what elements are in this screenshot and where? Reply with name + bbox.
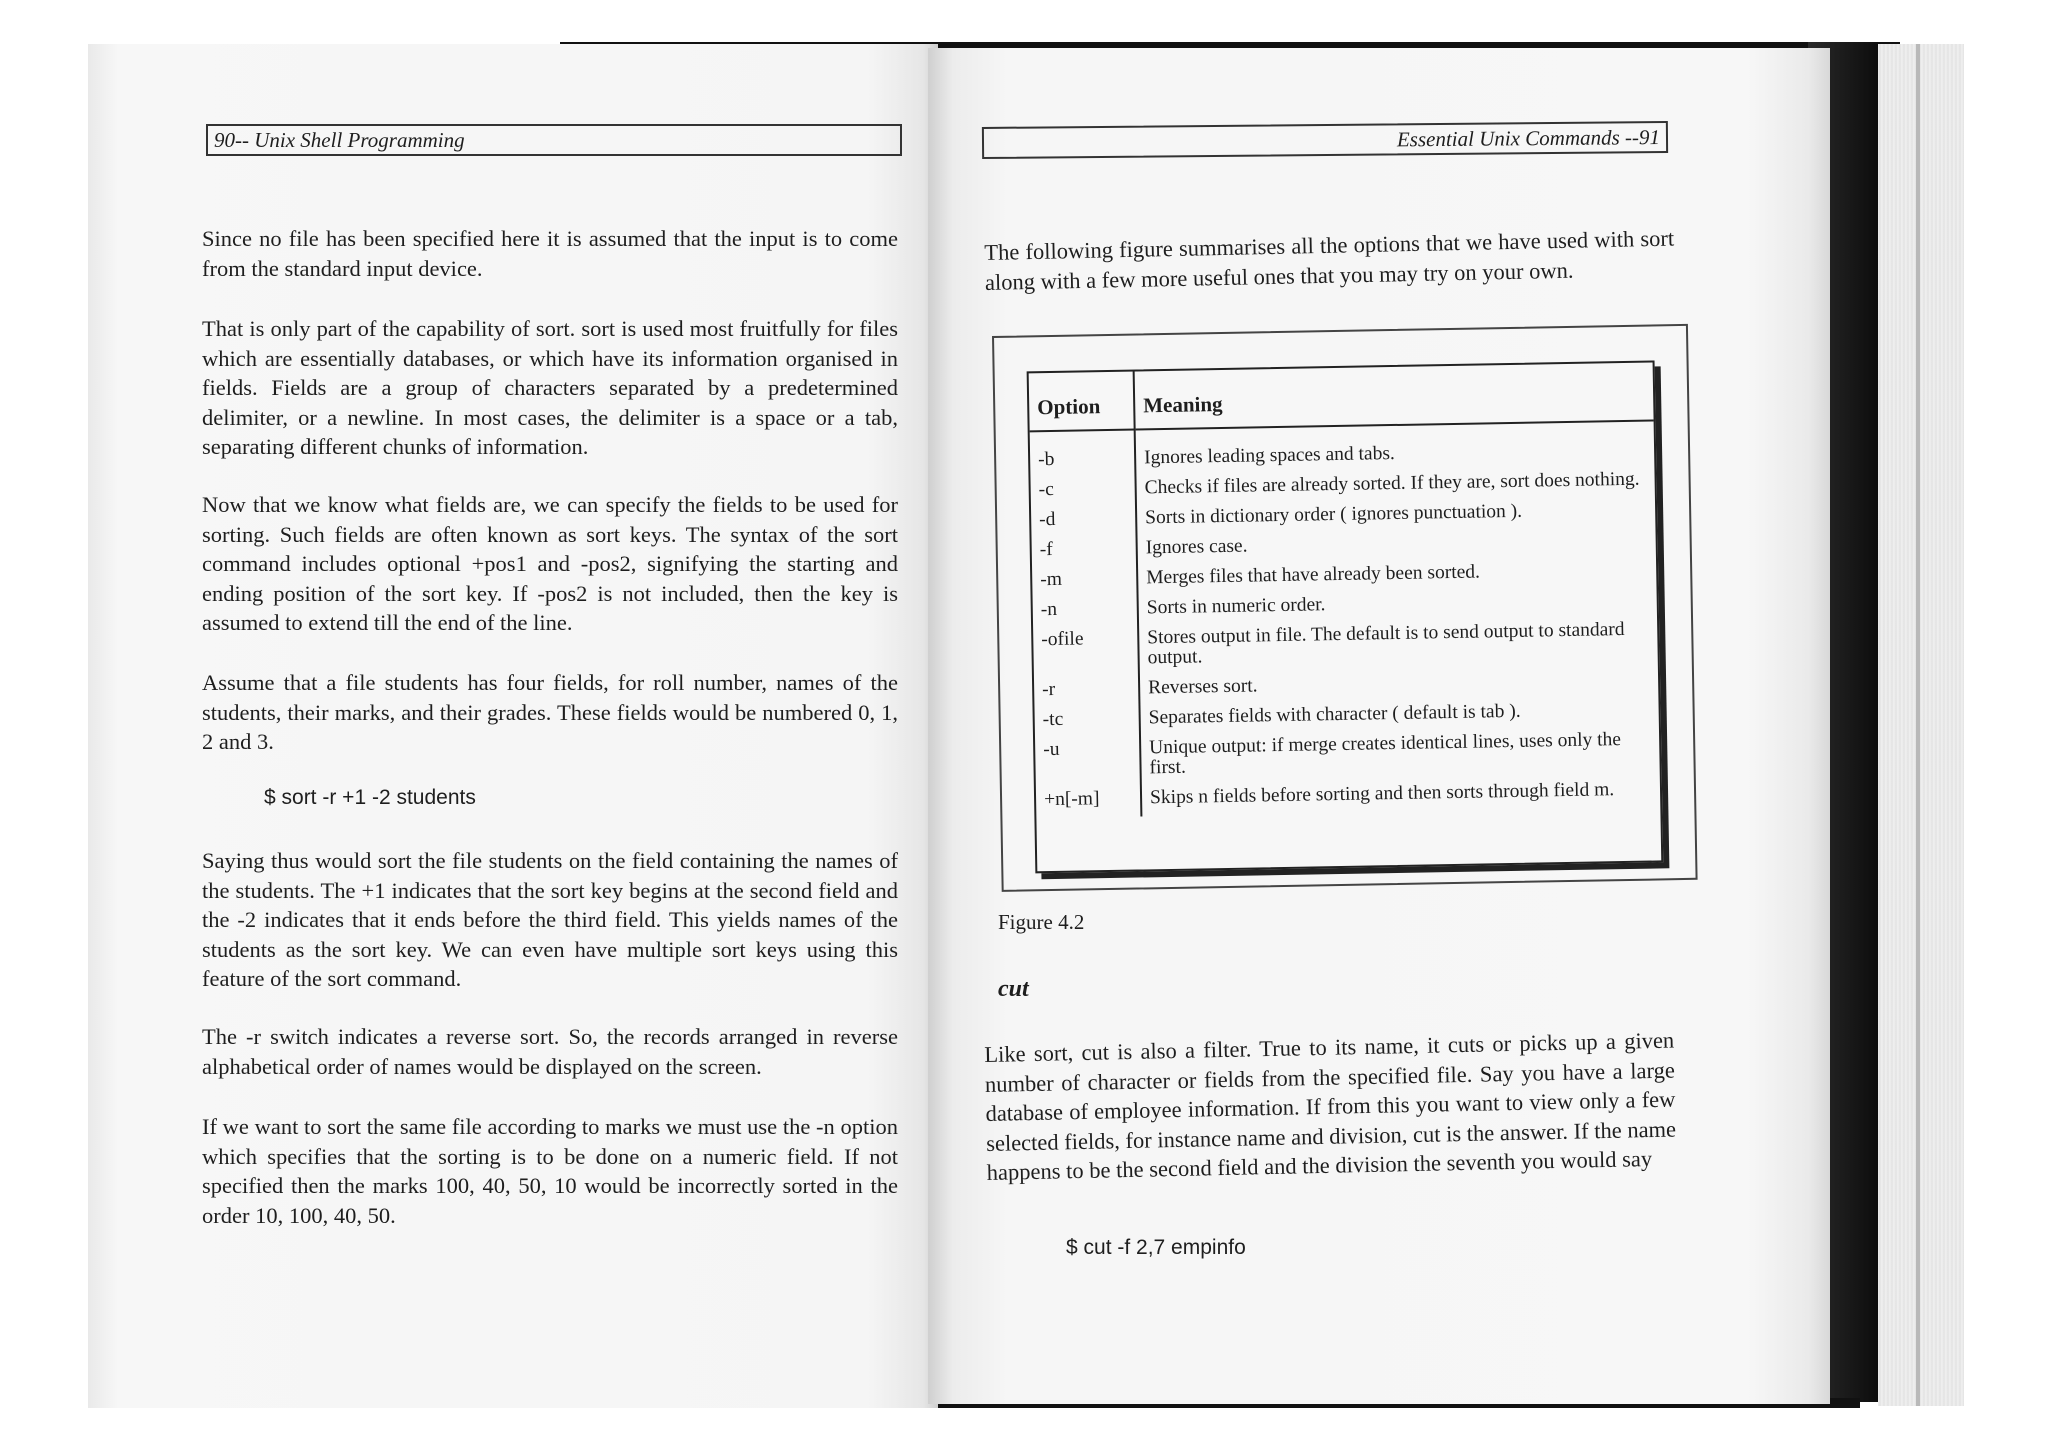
meaning-cell: Reverses sort.: [1147, 675, 1258, 699]
option-cell: -d: [1031, 507, 1137, 539]
left-page-header: [206, 124, 902, 156]
meaning-cell: Skips n fields before sorting and then sorts through field m.: [1149, 779, 1615, 809]
paragraph-6: The -r switch indicates a reverse sort. So, the records arranged in reverse alphabetical order of names would be displayed on the screen.: [202, 1024, 898, 1079]
figure-caption: Figure 4.2: [998, 910, 1085, 934]
sort-command-example: $ sort -r +1 -2 students: [264, 786, 476, 809]
header-option: Option: [1029, 372, 1135, 432]
option-cell: -n: [1033, 596, 1139, 628]
paragraph-1: Since no file has been specified here it is assumed that the input is to come from the standard input device.: [202, 226, 898, 281]
paragraph-2: That is only part of the capability of sort. sort is used most fruitfully for files which are essentially databases, or which have its information organised in fields. Fields are a group of characters separated by a predetermined delimiter, or a newline. In most cases, the delimiter is a space or a tab, separating different chunks of information.: [202, 316, 898, 459]
option-cell: -r: [1034, 676, 1140, 708]
page-fore-edge-line: [1916, 44, 1920, 1406]
section-title-cut: cut: [998, 976, 1029, 1002]
header-meaning: Meaning: [1134, 362, 1654, 429]
meaning-cell: Sorts in numeric order.: [1146, 594, 1326, 619]
figure-frame: [992, 324, 1698, 892]
paragraph-7: If we want to sort the same file according to marks we must use the -n option which specifies that the sorting is to be done on a numeric field. If not specified then the marks 100, 40, 50, 10 would be incorrectly sorted in the order 10, 100, 40, 50.: [202, 1114, 898, 1228]
option-cell: +n[-m]: [1036, 786, 1142, 818]
meaning-cell: Sorts in dictionary order ( ignores punctuation ).: [1145, 500, 1523, 529]
option-cell: -c: [1030, 477, 1136, 509]
option-cell: -u: [1035, 736, 1141, 788]
paragraph-4: Assume that a file students has four fields, for roll number, names of the students, their marks, and their grades. These fields would be numbered 0, 1, 2 and 3.: [202, 670, 898, 754]
option-cell: -b: [1030, 430, 1136, 479]
cut-paragraph: Like sort, cut is also a filter. True to its name, it cuts or picks up a given number of character or fields from the specified file. Say you have a large database of employee information. If from this you want to view only a few selected fields, for instance name and division, cut is the answer. If the name happens to be the second field and the division the seventh you would say: [984, 1027, 1677, 1185]
meaning-cell: Unique output: if merge creates identical lines, uses only the first.: [1149, 729, 1622, 779]
meaning-cell: Ignores leading spaces and tabs.: [1143, 442, 1396, 469]
meaning-cell: Merges files that have already been sorted.: [1146, 561, 1481, 589]
meaning-cell: Checks if files are already sorted. If they are, sort does nothing.: [1144, 468, 1640, 499]
paragraph-3: Now that we know what fields are, we can specify the fields to be used for sorting. Such fields are often known as sort keys. The syntax of the sort command includes optional +pos1 and -pos2, signifying the starting and ending position of the sort key. If -pos2 is not included, then the key is assumed to extend till the end of the line.: [202, 492, 898, 635]
page-fore-edge: [1878, 44, 1964, 1406]
right-page-header: [982, 121, 1668, 159]
sort-options-table: [1029, 362, 1661, 818]
intro-paragraph: The following figure summarises all the options that we have used with sort along with a few more useful ones that you may try on your own.: [984, 225, 1675, 295]
meaning-cell: Stores output in file. The default is to send output to standard output.: [1147, 619, 1625, 669]
table-header-row: [1029, 362, 1654, 431]
option-cell: -ofile: [1033, 626, 1139, 678]
right-header-text: Essential Unix Commands --91: [1396, 125, 1661, 152]
paragraph-5: Saying thus would sort the file students on the field containing the names of the students. The +1 indicates that the sort key begins at the second field and the -2 indicates that it ends before the third field. This yields names of the students as the sort key. We can even have multiple sort keys using this feature of the sort command.: [202, 848, 898, 991]
cut-command-example: $ cut -f 2,7 empinfo: [1066, 1236, 1246, 1259]
option-cell: -m: [1032, 567, 1138, 599]
option-cell: -f: [1032, 537, 1138, 569]
meaning-cell: Ignores case.: [1145, 535, 1248, 559]
left-header-text: 90-- Unix Shell Programming: [214, 128, 465, 152]
options-table-box: [1027, 360, 1664, 873]
meaning-cell: Separates fields with character ( default is tab ).: [1148, 700, 1521, 729]
option-cell: -tc: [1035, 706, 1141, 738]
